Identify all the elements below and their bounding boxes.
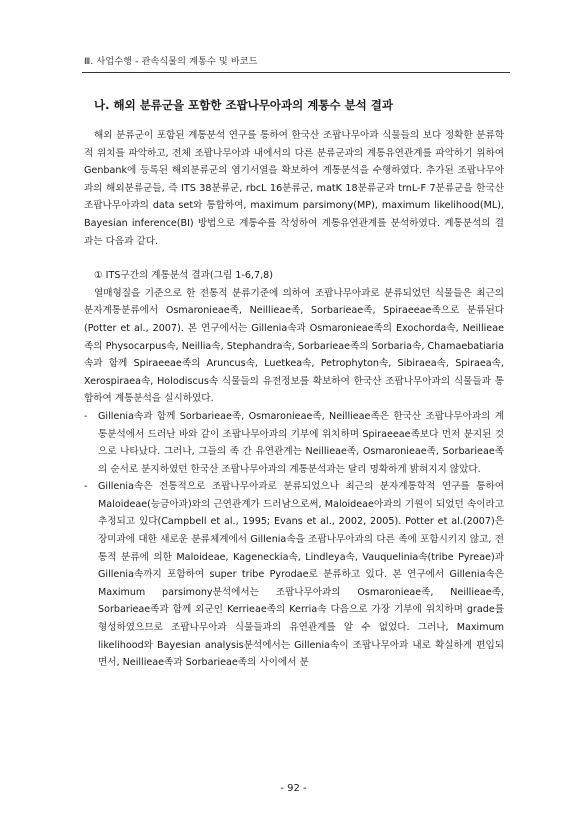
section-heading: 나. 해외 분류군을 포함한 조팝나무아과의 계통수 분석 결과	[94, 98, 394, 112]
bullet-text-gillenia-placement: Gillenia속은 전통적으로 조팝나무아과로 분류되었으나 최근의 분자계통학적 연구를 통하여 Maloideae(능금아과)와의 근연관계가 드러남으로써, Maloideae아과의 기원이 되었던 속이라고 추정되고 있다(Campbell et al., 1995; Evans et al., 2002, 2005). Potter et al.(2007)은 장미과에 대한 새로운 분류체계에서 Gillenia속을 조팝나무아과의 다른 족에 포함시키지 않고, 전통적 분류에 의한 Maloideae, Kageneckia속, Lindleya속, Vauquelinia속(tribe Pyreae)과 Gillenia속까지 포함하여 super tribe Pyrodae로 분류하고 있다. 본 연구에서 Gillenia속은 Maximum parsimony분석에서는 조팝나무아과의 Osmaronieae족, Neillieae족, Sorbarieae족과 함께 외군인 Kerrieae족의 Kerria속 다음으로 가장 기부에 위치하며 grade를 형성하였으므로 조팝나무아과 식물들과의 유연관계를 알 수 없었다. 그러나, Maximum likelihood와 Bayesian analysis분석에서는 Gillenia속이 조팝나무아과 내로 확실하게 편입되면서, Neillieae족과 Sorbarieae족의 사이에서 분	[98, 481, 504, 669]
paragraph-gap	[84, 250, 504, 267]
bullet-mark: -	[84, 410, 88, 422]
bullet-text-gillenia-tribes: Gillenia속과 함께 Sorbarieae족, Osmaronieae족, Neillieae족은 한국산 조팝나무아과의 계통분석에서 드러난 바와 같이 조팝나무아과의 기부에 위치하며 Spiraeeae족보다 먼저 분지된 것으로 나타났다. 그러나, 그들의 족 간 유연관계는 Neillieae족, Osmaronieae족, Sorbarieae족의 순서로 분지하였던 한국산 조팝나무아과의 계통분석과는 달리 명확하게 밝혀지지 않았다.	[98, 410, 504, 475]
header-rule	[82, 72, 510, 73]
page-number: - 92 -	[280, 783, 307, 794]
list-item	[84, 478, 504, 672]
its-subsection-title: ① ITS구간의 계통분석 결과(그림 1-6,7,8)	[94, 270, 273, 282]
intro-paragraph: 해외 분류군이 포함된 계통분석 연구를 통하여 한국산 조팝나무아과 식물들의 보다 정확한 분류학적 위치를 파악하고, 전체 조팝나무아과 내에서의 다른 분류군과의 계통유연관계를 파악하기 위하여 Genbank에 등록된 해외분류군의 염기서열을 확보하여 계통분석을 수행하였다. 추가된 조팝나무아과의 해외분류군들, 즉 ITS 38분류군, rbcL 16분류군, matK 18분류군과 trnL-F 7분류군을 한국산 조팝나무아과의 data set와 통합하여, maximum parsimony(MP), maximum likelihood(ML), Bayesian inference(BI) 방법으로 계통수를 작성하여 계통유연관계를 분석하였다. 계통분석의 결과는 다음과 같다.	[84, 130, 504, 247]
bullet-mark: -	[84, 481, 88, 493]
body-text	[84, 127, 504, 672]
its-paragraph: 열매형질을 기준으로 한 전통적 분류기준에 의하여 조팝나무아과로 분류되었던 식물들은 최근의 분자계통분류에서 Osmaronieae족, Neillieae족, Sorbarieae족, Spiraeeae족으로 분류된다(Potter et al., 2007). 본 연구에서는 Gillenia속과 Osmaronieae족의 Exochorda속, Neillieae족의 Physocarpus속, Neillia속, Stephandra속, Sorbarieae족의 Sorbaria속, Chamaebatiaria속과 함께 Spiraeeae족의 Aruncus속, Luetkea속, Petrophyton속, Sibiraea속, Spiraea속, Xerospiraea속, Holodiscus속 식물들의 유전정보를 확보하여 한국산 조팝나무아과의 식물들과 통합하여 계통분석을 실시하였다.	[84, 287, 504, 405]
list-item	[84, 408, 504, 478]
running-header: Ⅲ. 사업수행 - 관속식물의 계통수 및 바코드	[84, 57, 258, 67]
